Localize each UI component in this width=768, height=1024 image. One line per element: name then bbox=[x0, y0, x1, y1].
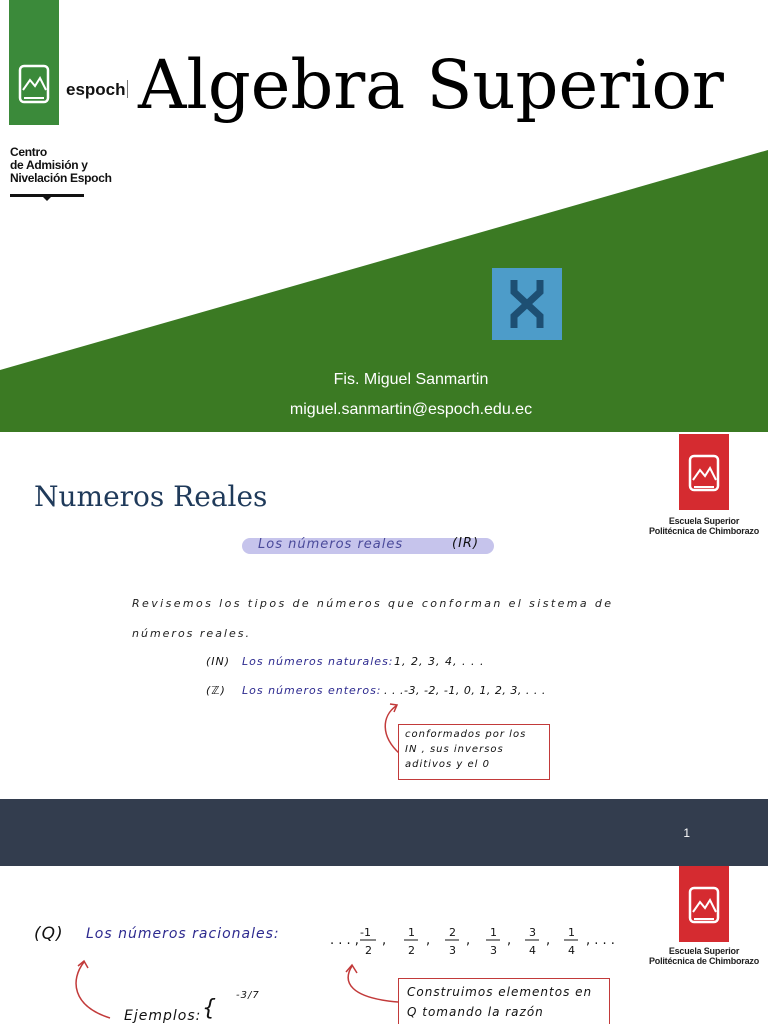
svg-text:,: , bbox=[466, 933, 471, 948]
note-line-1: Construimos elementos en bbox=[407, 985, 593, 999]
svg-text:1: 1 bbox=[568, 926, 575, 939]
presentation-title: Algebra Superior bbox=[138, 46, 724, 124]
mountain-shield-icon bbox=[679, 434, 729, 510]
svg-text:1: 1 bbox=[490, 926, 497, 939]
svg-text:-1: -1 bbox=[360, 926, 371, 939]
example-value: -3/7 bbox=[236, 990, 260, 1001]
slide-footer bbox=[0, 799, 768, 866]
svg-text:2: 2 bbox=[408, 944, 415, 957]
espoch-logo bbox=[9, 0, 59, 125]
escuela-logo bbox=[679, 434, 729, 510]
escuela-name: Escuela Superior Politécnica de Chimborazo bbox=[648, 946, 760, 966]
espoch-brand-word: espoch bbox=[66, 80, 126, 99]
svg-text:4: 4 bbox=[529, 944, 536, 957]
escuela-logo bbox=[679, 866, 729, 942]
intro-line-1: Revisemos los tipos de números que conforman el sistema de bbox=[132, 597, 614, 610]
svg-text:3: 3 bbox=[529, 926, 536, 939]
note-line-3: aditivos y el 0 bbox=[405, 759, 490, 770]
svg-text:. . . ,: . . . , bbox=[330, 933, 359, 948]
author-email[interactable]: miguel.sanmartin@espoch.edu.ec bbox=[289, 401, 533, 418]
svg-text:3: 3 bbox=[490, 944, 497, 957]
mountain-shield-icon bbox=[679, 866, 729, 942]
racionales-sequence bbox=[330, 922, 630, 962]
course-logo bbox=[492, 268, 562, 340]
escuela-name: Escuela Superior Politécnica de Chimborazo bbox=[648, 516, 760, 536]
examples-label: Ejemplos: bbox=[124, 1008, 202, 1024]
x-symbol-icon bbox=[492, 268, 562, 340]
naturales-values: 1, 2, 3, 4, . . . bbox=[394, 655, 485, 668]
svg-text:,: , bbox=[507, 933, 512, 948]
svg-text:,: , bbox=[382, 933, 387, 948]
svg-text:,: , bbox=[426, 933, 431, 948]
enteros-label: Los números enteros: bbox=[242, 684, 382, 697]
examples-brace: { bbox=[202, 996, 217, 1021]
racionales-prefix: (Q) bbox=[34, 924, 64, 944]
pill-text: Los números reales bbox=[258, 537, 404, 552]
svg-text:3: 3 bbox=[449, 944, 456, 957]
enteros-note-box bbox=[398, 724, 550, 780]
svg-text:2: 2 bbox=[365, 944, 372, 957]
numeros-racionales-slide bbox=[0, 866, 768, 1024]
enteros-values: . . .-3, -2, -1, 0, 1, 2, 3, . . . bbox=[384, 684, 546, 697]
svg-text:, . . .: , . . . bbox=[586, 933, 615, 948]
naturales-prefix: (IN) bbox=[206, 655, 231, 668]
page-number: 1 bbox=[683, 826, 690, 840]
svg-text:4: 4 bbox=[568, 944, 575, 957]
logo-divider bbox=[127, 80, 128, 98]
naturales-label: Los números naturales: bbox=[242, 655, 394, 668]
enteros-prefix: (ℤ) bbox=[206, 684, 226, 697]
examples-arrow bbox=[62, 958, 132, 1024]
racionales-label: Los números racionales: bbox=[86, 926, 280, 942]
svg-text:1: 1 bbox=[408, 926, 415, 939]
admission-center-notch bbox=[42, 196, 52, 201]
note-line-2: IN , sus inversos bbox=[405, 744, 504, 755]
section-heading: Numeros Reales bbox=[34, 480, 268, 513]
author-name: Fis. Miguel Sanmartin bbox=[333, 371, 489, 388]
admission-center-label: Centro de Admisión y Nivelación Espoch bbox=[10, 145, 112, 185]
pill-symbol: (IR) bbox=[452, 536, 480, 551]
title-slide bbox=[0, 0, 768, 432]
intro-line-2: números reales. bbox=[132, 627, 251, 640]
svg-text:,: , bbox=[546, 933, 551, 948]
mountain-shield-icon bbox=[9, 0, 59, 125]
note-line-2: Q tomando la razón bbox=[407, 1005, 544, 1019]
racionales-note-box bbox=[398, 978, 610, 1024]
svg-text:2: 2 bbox=[449, 926, 456, 939]
note-line-1: conformados por los bbox=[405, 729, 527, 740]
numeros-reales-slide bbox=[0, 432, 768, 866]
